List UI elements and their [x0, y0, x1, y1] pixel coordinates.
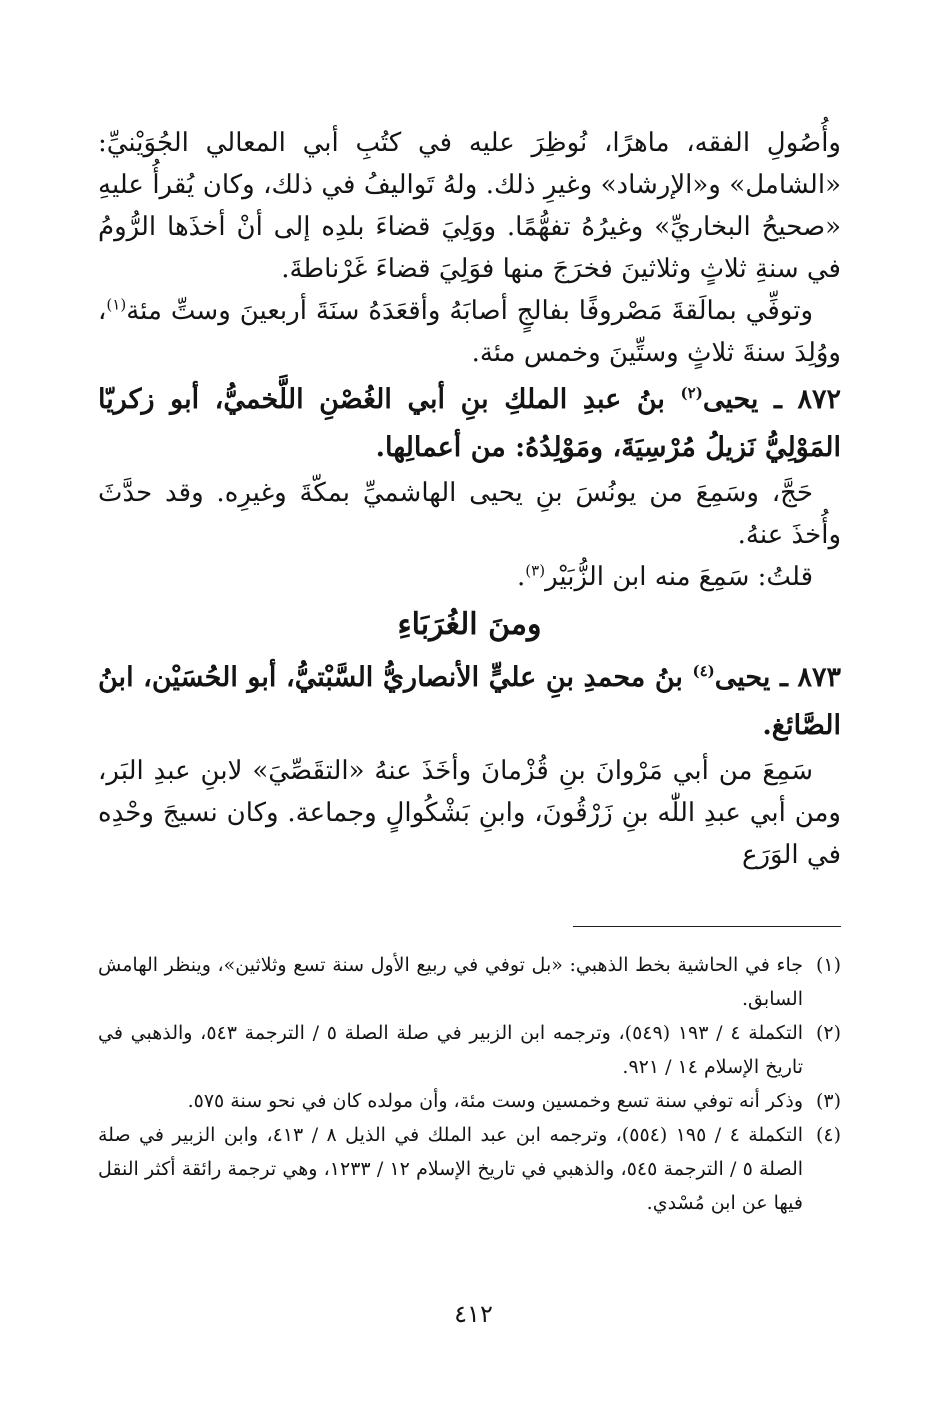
- paragraph-4: [98, 556, 841, 598]
- paragraph-4-text: قلتُ: سَمِعَ منه ابن الزُّبَيْر: [545, 562, 813, 592]
- footnote-ref-2[interactable]: (٢): [680, 384, 703, 402]
- entry-872-title: بنُ عبدِ الملكِ بنِ أبي الغُصْنِ اللَّخميُّ، أبو زكريّا المَوْلِيُّ نَزيلُ مُرْسِيَةَ، ومَوْلِدُهُ: من أعمالِها.: [98, 384, 841, 463]
- footnotes: [98, 948, 841, 1220]
- footnote-number: (٤): [815, 1124, 841, 1146]
- footnote-text: التكملة ٤ / ١٩٥ (٥٥٤)، وترجمه ابن عبد الملك في الذيل ٨ / ٤١٣، وابن الزبير في صلة الصلة ٥ / الترجمة ٥٤٥، والذهبي في تاريخ الإسلام ١٢ / ١٢٣٣، وهي ترجمة رائقة أكثر النقل فيها عن ابن مُسْدي.: [98, 1124, 804, 1214]
- entry-873-title: بنُ محمدِ بنِ عليٍّ الأنصاريُّ السَّبْتيُّ، أبو الحُسَيْن، ابنُ الصَّائغ.: [98, 662, 841, 741]
- paragraph-2: [98, 290, 841, 374]
- paragraph-5: سَمِعَ من أبي مَرْوانَ بنِ قُزْمانَ وأخَذَ عنهُ «التقَصِّيَ» لابنِ عبدِ البَر، ومن أبي عبدِ اللّٰه بنِ زَرْقُونَ، وابنِ بَشْكُوالٍ وجماعة. وكان نسيجَ وحْدِه في الوَرَع: [98, 756, 841, 870]
- footnote-3: [98, 1084, 841, 1118]
- footnote-4: [98, 1118, 841, 1220]
- entry-873-heading: [98, 654, 841, 750]
- entry-872-heading: [98, 376, 841, 472]
- paragraph-1: وأُصُولِ الفقه، ماهرًا، نُوظِرَ عليه في كتُبِ أبي المعالي الجُوَيْنيِّ: «الشامل» و«الإرشاد» وغيرِ ذلك. ولهُ تَواليفُ في ذلك، وكان يُقرأُ عليهِ «صحيحُ البخاريِّ» وغيرُهُ تفهُّمًا. ووَلِيَ قضاءَ بلدِه إلى أنْ أخذَها الرُّومُ في سنةِ ثلاثٍ وثلاثينَ فخرَجَ منها فوَلِيَ قضاءَ غَرْناطةَ.: [98, 128, 841, 284]
- footnote-text: التكملة ٤ / ١٩٣ (٥٤٩)، وترجمه ابن الزبير في صلة الصلة ٥ / الترجمة ٥٤٣، والذهبي في تاريخ الإسلام ١٤ / ٩٢١.: [98, 1022, 804, 1078]
- paragraph-3: حَجَّ، وسَمِعَ من يونُسَ بنِ يحيى الهاشميِّ بمكّةَ وغيرِه. وقد حدَّثَ وأُخذَ عنهُ.: [98, 478, 841, 550]
- main-text: [98, 122, 841, 876]
- paragraph-2-text: وتوفِّي بمالَقةَ مَصْروفًا بفالجٍ أصابَهُ وأقعَدَهُ سنَةَ أربعينَ وستِّ مئة: [126, 296, 813, 326]
- footnote-ref-1[interactable]: (١): [106, 295, 127, 314]
- footnote-divider: [573, 926, 841, 927]
- footnote-number: (٣): [815, 1090, 841, 1112]
- footnote-text: وذكر أنه توفي سنة تسع وخمسين وست مئة، وأن مولده كان في نحو سنة ٥٧٥.: [187, 1090, 803, 1112]
- footnote-1: [98, 948, 841, 1016]
- entry-872-number: ٨٧٢ ـ يحيى: [702, 384, 842, 415]
- footnote-ref-4[interactable]: (٤): [692, 662, 715, 680]
- entry-873-number: ٨٧٣ ـ يحيى: [714, 662, 841, 693]
- paragraph-2-tail: ، ووُلِدَ سنةَ ثلاثٍ وستِّينَ وخمس مئة.: [98, 296, 841, 368]
- footnote-number: (٢): [815, 1022, 841, 1044]
- paragraph-4-tail: .: [517, 562, 526, 592]
- footnote-text: جاء في الحاشية بخط الذهبي: «بل توفي في ربيع الأول سنة تسع وثلاثين»، وينظر الهامش السابق.: [98, 954, 803, 1010]
- footnote-2: [98, 1016, 841, 1084]
- page-number: ٤١٢: [454, 1300, 493, 1328]
- footnote-number: (١): [815, 954, 841, 976]
- footnote-ref-3[interactable]: (٣): [525, 561, 546, 580]
- section-heading: ومنَ الغُرَبَاءِ: [397, 607, 542, 642]
